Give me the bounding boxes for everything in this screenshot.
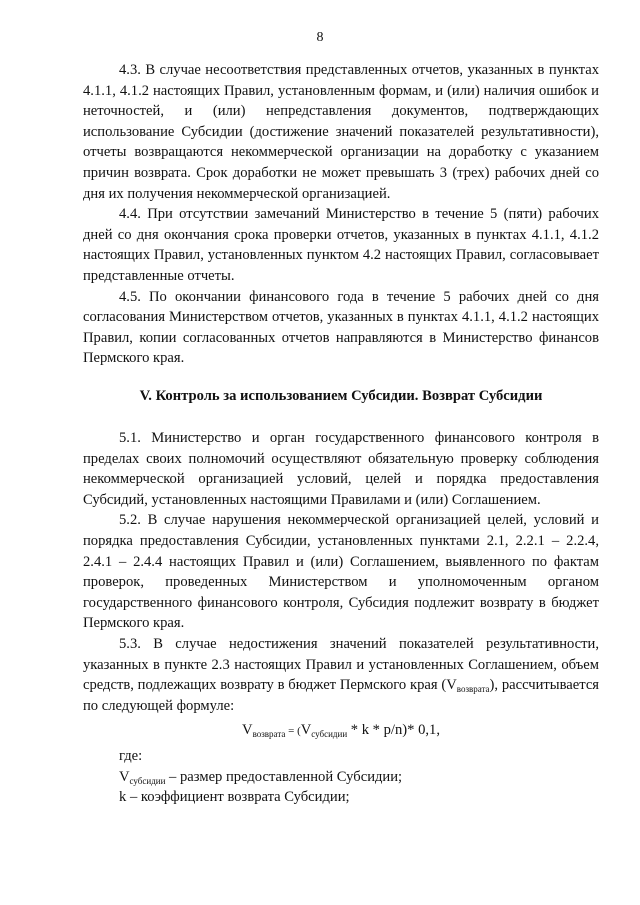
formula-rest: * k * p/n)* 0,1, bbox=[347, 722, 440, 739]
paragraph-5-3-subscript: возврата bbox=[456, 684, 490, 695]
paragraph-5-2: 5.2. В случае нарушения некоммерческой организацией целей, условий и порядка предоставления Субсидии, установленных пунктами 2.1, 2.2.1 – 2.2.4, 2.4.1 – 2.4.4 настоящих Правил и (или) Соглашением, выявленного по фактам проверок, проведенных Министерством и уполномоченным органом государственного финансового контроля, Субсидия подлежит возврату в бюджет Пермского края. bbox=[83, 512, 599, 632]
formula-v2-symbol: V bbox=[300, 722, 312, 739]
paragraph-4-5: 4.5. По окончании финансового года в течение 5 рабочих дней со дня согласования Министерством отчетов, указанных в пунктах 4.1.1, 4.1.2 настоящих Правил, копии согласованных отчетов направляются в Министерство финансов Пермского края. bbox=[83, 288, 599, 367]
definition-k: k – коэффициент возврата Субсидии; bbox=[119, 789, 350, 806]
page-number: 8 bbox=[316, 30, 324, 45]
paragraph-4-3: 4.3. В случае несоответствия представленных отчетов, указанных в пунктах 4.1.1, 4.1.2 настоящих Правил, установленным формам, и (или) наличия ошибок и неточностей, и (или) непредставления документов, подтверждающих использование Субсидии (достижение значений показателей результативности), отчеты возвращаются некоммерческой организации на доработку с указанием причин возврата. Срок доработки не может превышать 3 (трех) рабочих дней со дня их получения некоммерческой организацией. bbox=[83, 62, 599, 202]
formula-v-symbol: V bbox=[242, 722, 253, 739]
where-label: где: bbox=[119, 747, 143, 764]
definition-v-symbol: V bbox=[119, 768, 130, 785]
definition-v-text: – размер предоставленной Субсидии; bbox=[165, 768, 403, 785]
section-5-text bbox=[83, 428, 599, 808]
definition-v-subscript: субсидии bbox=[129, 775, 166, 786]
paragraph-4-4: 4.4. При отсутствии замечаний Министерство в течение 5 (пяти) рабочих дней со дня окончания срока проверки отчетов, указанных в пунктах 4.1.1, 4.1.2 настоящих Правил, установленных пунктом 4.2 настоящих Правил, согласовывает представленные отчеты. bbox=[83, 206, 599, 284]
paragraph-5-3 bbox=[83, 634, 599, 716]
formula-definitions bbox=[83, 746, 599, 808]
definition-v-subsidy bbox=[119, 767, 599, 788]
formula-v2-subscript: субсидии bbox=[311, 729, 348, 740]
return-formula bbox=[83, 720, 599, 742]
section-5-heading: V. Контроль за использованием Субсидии. Возврат Субсидии bbox=[139, 388, 543, 404]
paragraph-5-3-tail: ), рассчитывается по следующей формуле: bbox=[83, 677, 600, 714]
paragraph-5-1: 5.1. Министерство и орган государственного финансового контроля в пределах своих полномочий осуществляют обязательную проверку соблюдения некоммерческой организацией условий, целей и порядка предоставления Субсидий, установленных настоящими Правилами и (или) Соглашением. bbox=[83, 430, 599, 508]
formula-v-subscript: возврата bbox=[252, 729, 286, 740]
formula-equals: = ( bbox=[285, 725, 301, 738]
paragraph-5-3-main: 5.3. В случае недостижения значений показателей результативности, указанных в пункте 2.3 настоящих Правил и установленных Соглашением, объем средств, подлежащих возврату в бюджет Пермского края (V bbox=[83, 635, 599, 694]
section-4-text bbox=[83, 60, 599, 369]
